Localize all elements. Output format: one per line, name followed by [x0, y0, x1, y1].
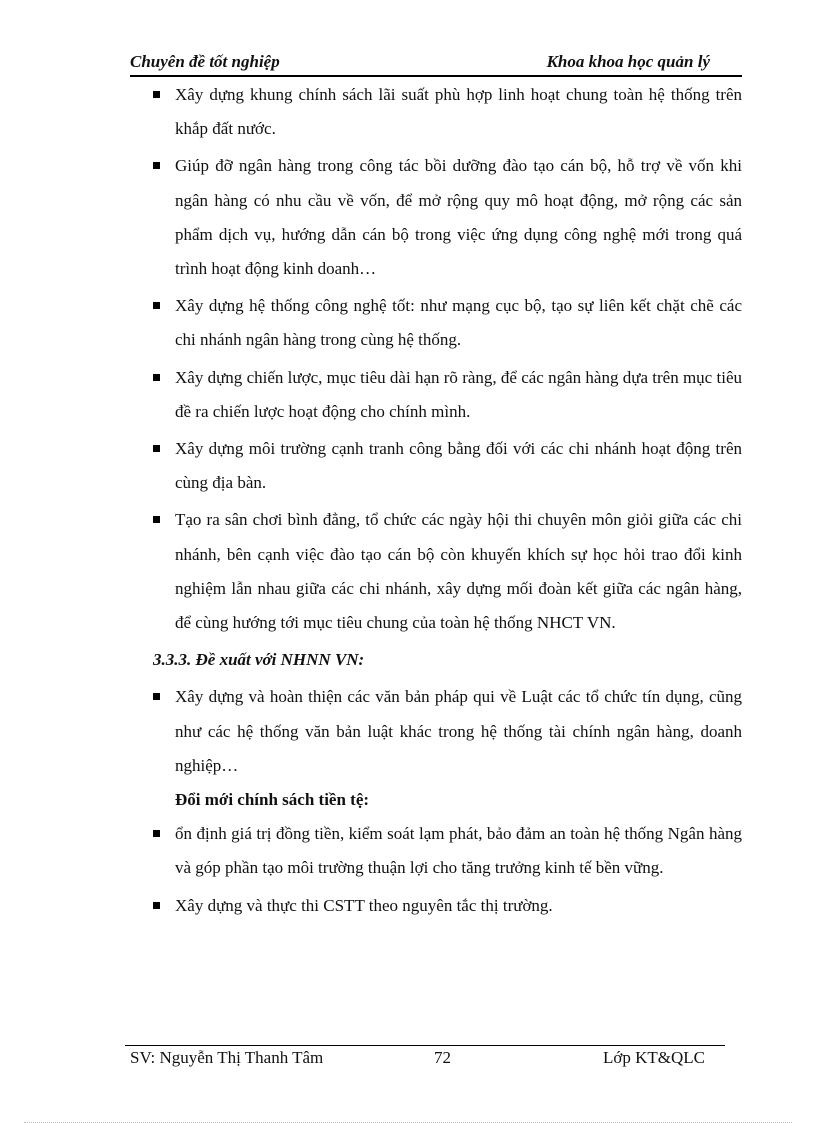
list-item: Giúp đỡ ngân hàng trong công tác bồi dưỡng đào tạo cán bộ, hỗ trợ về vốn khi ngân hàng có nhu cầu về vốn, để mở rộng quy mô hoạt động, mở rộng các sản phẩm dịch vụ, hướng dẫn cán bộ trong việc ứng dụng công nghệ mới trong quá trình hoạt động kinh doanh…	[150, 149, 742, 286]
bullet-square-icon	[153, 302, 160, 309]
section-heading: 3.3.3. Đề xuất với NHNN VN:	[153, 650, 365, 670]
bullet-square-icon	[153, 445, 160, 452]
header-divider	[130, 75, 742, 77]
bullet-square-icon	[153, 374, 160, 381]
student-name: SV: Nguyễn Thị Thanh Tâm	[130, 1048, 324, 1067]
header-title-left: Chuyên đề tốt nghiệp	[130, 52, 280, 71]
list-item: Xây dựng và hoàn thiện các văn bản pháp qui về Luật các tổ chức tín dụng, cũng như các hệ thống văn bản luật khác trong hệ thống tài chính ngân hàng, doanh nghiệp…	[150, 680, 742, 783]
class-name: Lớp KT&QLC	[602, 1048, 705, 1067]
footer-divider	[125, 1045, 725, 1046]
bullet-square-icon	[153, 902, 160, 909]
list-item: Xây dựng môi trường cạnh tranh công bằng đối với các chi nhánh hoạt động trên cùng địa bàn.	[150, 432, 742, 500]
list-item: Xây dựng và thực thi CSTT theo nguyên tắc thị trường.	[150, 889, 742, 923]
list-item: ổn định giá trị đồng tiền, kiểm soát lạm phát, bảo đảm an toàn hệ thống Ngân hàng và góp phần tạo môi trường thuận lợi cho tăng trưởng kinh tế bền vững.	[150, 817, 742, 885]
list-item: Tạo ra sân chơi bình đẳng, tổ chức các ngày hội thi chuyên môn giỏi giữa các chi nhánh, bên cạnh việc đào tạo cán bộ còn khuyến khích sự học hỏi trao đổi kinh nghiệm lẫn nhau giữa các chi nhánh, xây dựng mối đoàn kết giữa các ngân hàng, để cùng hướng tới mục tiêu chung của toàn hệ thống NHCT VN.	[150, 503, 742, 640]
page-number: 72	[434, 1048, 451, 1067]
bullet-square-icon	[153, 162, 160, 169]
bullet-square-icon	[153, 91, 160, 98]
bullet-square-icon	[153, 516, 160, 523]
bullet-square-icon	[153, 830, 160, 837]
list-item: Xây dựng chiến lược, mục tiêu dài hạn rõ ràng, để các ngân hàng dựa trên mục tiêu đề ra chiến lược hoạt động cho chính mình.	[150, 361, 742, 429]
list-item: Xây dựng hệ thống công nghệ tốt: như mạng cục bộ, tạo sự liên kết chặt chẽ các chi nhánh ngân hàng trong cùng hệ thống.	[150, 289, 742, 357]
header-title-right: Khoa khoa học quản lý	[546, 52, 710, 71]
page-header	[130, 52, 742, 76]
list-item: Xây dựng khung chính sách lãi suất phù hợp linh hoạt chung toàn hệ thống trên khắp đất nước.	[150, 78, 742, 146]
sub-heading: Đổi mới chính sách tiền tệ:	[175, 790, 370, 810]
document-body	[150, 78, 742, 923]
bullet-square-icon	[153, 693, 160, 700]
